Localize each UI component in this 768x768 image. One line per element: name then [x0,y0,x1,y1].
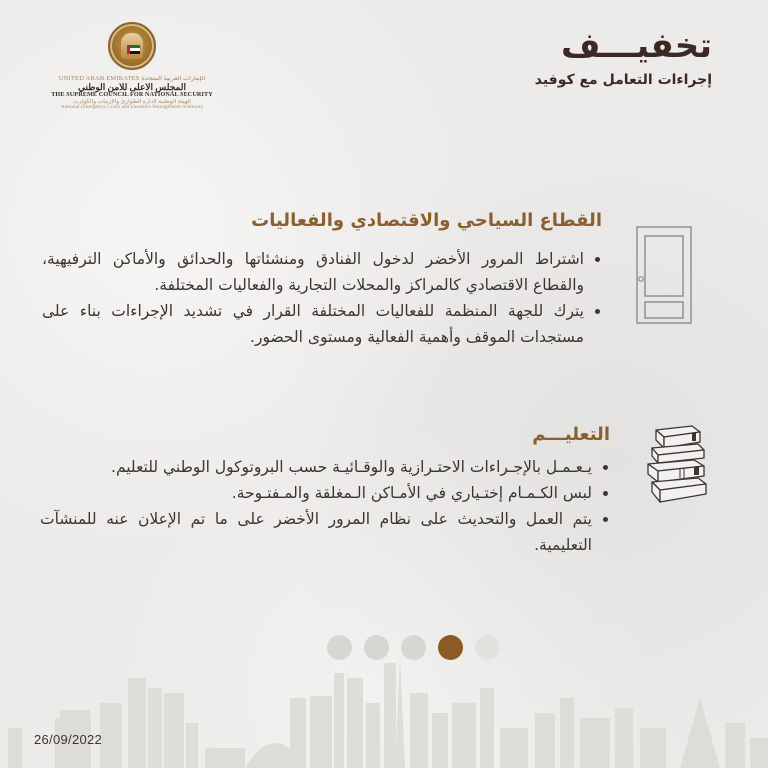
bullet-list [40,454,610,558]
uae-logo [44,22,220,126]
section-tourism-economy-events [42,208,602,350]
page-dot-5[interactable] [475,635,500,660]
page-title: تخفيـــف [561,26,712,66]
list-item: لبس الكـمـام إختـياري في الأمـاكن الـمغلقة والمـفتـوحة. [40,480,610,506]
page-dot-2[interactable] [364,635,389,660]
logo-line-country: UNITED ARAB EMIRATES الإمارات العربية المتحدة [58,76,206,82]
logo-line-council-ar: المجلس الأعلى للأمن الوطني [78,82,186,92]
bullet-icon [603,491,608,496]
logo-line-authority-ar: الهيئة الوطنية لإدارة الطوارئ والأزمات والكوارث [73,98,191,105]
date-stamp: 26/09/2022 [34,732,103,747]
section-education [40,422,610,558]
logo-text [44,76,220,111]
bullet-icon [603,517,608,522]
page-dot-3[interactable] [401,635,426,660]
uae-emblem-icon [108,22,156,70]
bullet-list [42,246,602,350]
list-item: يـعـمـل بالإجـراءات الاحتـرازية والوقـائيـة حسب البروتوكول الوطني للتعليم. [40,454,610,480]
header [535,26,712,90]
list-item: يتم العمل والتحديث على نظام المرور الأخضر على ما تم الإعلان عنه للمنشآت التعليمية. [40,506,610,558]
logo-line-council-en: THE SUPREME COUNCIL FOR NATIONAL SECURITY [51,92,213,99]
page-dot-4-active[interactable] [438,635,463,660]
door-icon [636,226,692,324]
list-item: اشتراط المرور الأخضر لدخول الفنادق ومنشئاتها والحدائق والأماكن الترفيهية، والقطاع الاقتصادي كالمراكز والمحلات التجارية والفعاليات المختلفة. [42,246,602,298]
bullet-icon [595,257,600,262]
pagination [327,635,500,660]
bullet-icon [595,309,600,314]
page-subtitle: إجراءات التعامل مع كوفيد [534,72,712,88]
logo-line-authority-en: National Emergency Crisis and Disasters Management Authority [60,105,204,111]
list-item: يترك للجهة المنظمة للفعاليات المختلفة القرار في تشديد الإجراءات بناء على مستجدات الموقف وأهمية الفعالية ومستوى الحضور. [42,298,602,350]
city-skyline-decoration [0,658,768,768]
section-heading: القطاع السياحي والاقتصادي والفعاليات [251,210,602,231]
page-dot-1[interactable] [327,635,352,660]
section-heading: التعليـــم [532,424,610,445]
books-icon [642,418,712,504]
bullet-icon [603,465,608,470]
